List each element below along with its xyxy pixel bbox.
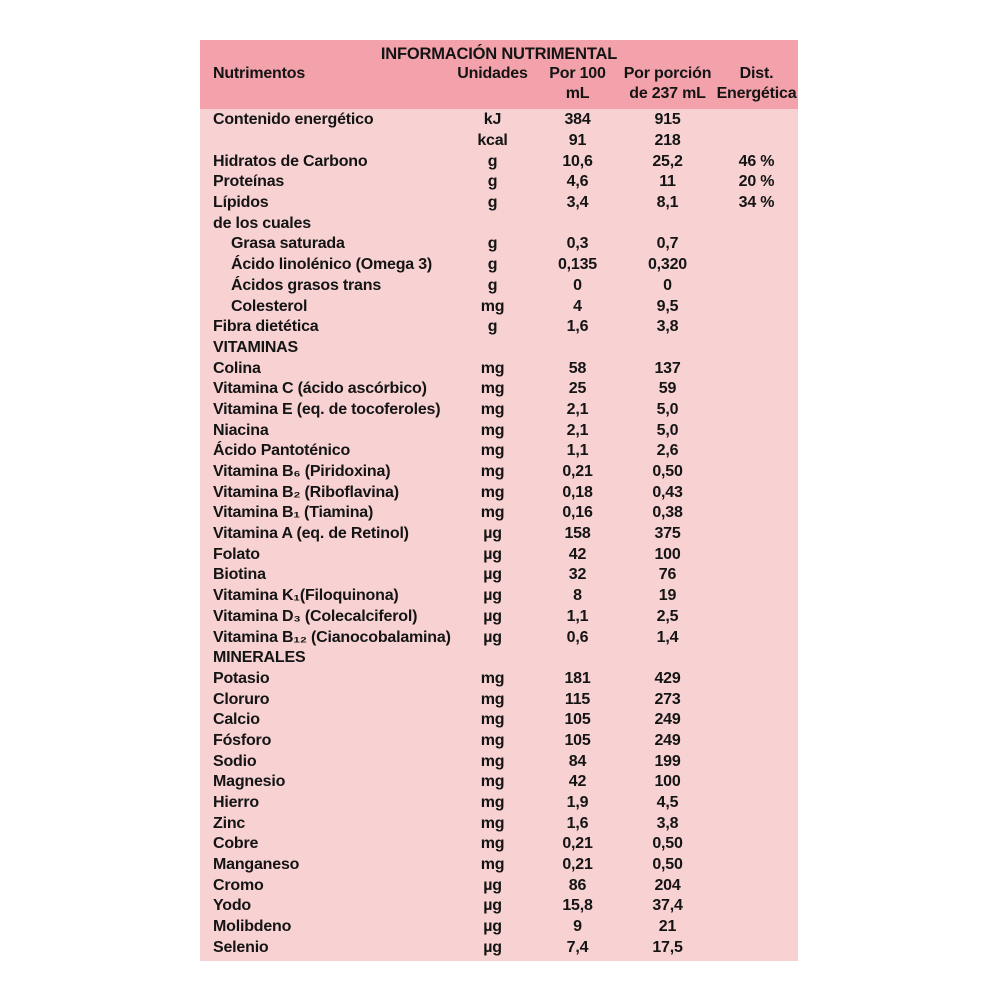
nutrient-name: Magnesio [213,773,286,791]
value-per-100ml: 91 [568,132,587,150]
nutrient-unit: mg [480,773,505,791]
nutrient-unit: mg [480,483,505,501]
nutrient-unit: mg [480,814,505,832]
nutrient-unit: g [487,318,498,336]
value-per-portion: 76 [658,566,677,584]
value-per-100ml: 8 [573,587,582,605]
column-header-por-porcion-line2: de 237 mL [629,85,706,102]
column-headers [200,64,798,104]
value-per-100ml: 9 [573,918,582,936]
nutrient-name: Cloruro [213,690,270,708]
energy-distribution: 34 % [738,194,775,212]
value-per-portion: 11 [659,173,676,191]
value-per-portion: 4,5 [656,794,679,812]
table-row [200,503,798,524]
value-per-100ml: 0 [573,276,582,294]
table-row [200,151,798,172]
value-per-portion: 249 [654,711,681,729]
nutrient-name: Ácido Pantoténico [213,442,351,460]
nutrient-name: de los cuales [213,214,311,232]
nutrient-name: MINERALES [213,649,306,667]
nutrient-name: Vitamina K₁(Filoquinona) [213,587,399,605]
table-title: INFORMACIÓN NUTRIMENTAL [380,45,618,63]
table-row [200,296,798,317]
value-per-portion: 249 [654,731,681,749]
nutrient-unit: mg [480,835,505,853]
nutrient-unit: g [487,152,498,170]
nutrient-name: Fibra dietética [213,318,319,336]
nutrient-name: Vitamina B₁₂ (Cianocobalamina) [213,628,451,646]
column-header-nutrimentos: Nutrimentos [213,65,306,82]
value-per-100ml: 3,4 [566,194,589,212]
table-row [200,379,798,400]
nutrient-unit: µg [483,525,502,543]
table-row [200,213,798,234]
nutrient-name: Folato [213,545,260,563]
value-per-100ml: 0,21 [562,835,593,853]
value-per-100ml: 0,3 [566,235,589,253]
value-per-portion: 37,4 [652,897,683,915]
nutrient-unit: mg [480,504,505,522]
table-row [200,524,798,545]
nutrient-unit: µg [483,545,502,563]
table-header [200,40,798,109]
nutrient-name: Ácidos grasos trans [231,276,382,294]
column-header-por-porcion [620,64,715,104]
value-per-portion: 0,7 [656,235,679,253]
nutrient-name: Ácido linolénico (Omega 3) [231,256,433,274]
nutrient-unit: g [487,276,498,294]
value-per-portion: 0,50 [652,856,683,874]
column-header-por-100-ml [535,64,620,104]
value-per-100ml: 105 [564,731,591,749]
nutrient-unit: mg [480,669,505,687]
value-per-portion: 1,4 [656,628,679,646]
value-per-100ml: 0,6 [566,628,589,646]
value-per-portion: 218 [654,132,681,150]
table-row [200,110,798,131]
nutrient-name: Colesterol [231,297,308,315]
value-per-portion: 0,43 [652,483,683,501]
nutrient-name: Lípidos [213,194,269,212]
value-per-portion: 137 [654,359,681,377]
value-per-portion: 3,8 [656,814,679,832]
column-header-por-100-ml-line1: Por 100 [549,65,606,82]
value-per-100ml: 2,1 [566,400,589,418]
nutrient-unit: mg [480,463,505,481]
table-row [200,855,798,876]
value-per-100ml: 0,21 [562,856,593,874]
value-per-portion: 0,50 [652,463,683,481]
table-row [200,193,798,214]
column-header-dist-energetica [715,64,798,104]
value-per-portion: 199 [654,752,681,770]
nutrient-name: Potasio [213,669,270,687]
nutrient-unit: mg [480,731,505,749]
table-row [200,710,798,731]
nutrient-unit: mg [480,380,505,398]
nutrient-unit: kcal [477,132,508,150]
nutrient-unit: mg [480,421,505,439]
table-row [200,586,798,607]
nutrient-unit: mg [480,359,505,377]
nutrient-name: Vitamina B₆ (Piridoxina) [213,463,391,481]
nutrient-unit: µg [483,566,502,584]
nutrient-unit: µg [483,938,502,956]
value-per-portion: 5,0 [656,400,679,418]
value-per-100ml: 58 [568,359,587,377]
table-row [200,875,798,896]
nutrient-name: Fósforo [213,731,272,749]
column-header-por-100-ml-line2: mL [565,85,590,102]
nutrient-unit: mg [480,752,505,770]
table-row [200,669,798,690]
nutrient-name: Vitamina C (ácido ascórbico) [213,380,427,398]
value-per-100ml: 32 [568,566,587,584]
nutrient-name: Zinc [213,814,246,832]
value-per-portion: 25,2 [652,152,683,170]
table-row [200,938,798,959]
nutrient-name: VITAMINAS [213,338,299,356]
nutrient-name: Sodio [213,752,257,770]
value-per-portion: 375 [654,525,681,543]
nutrient-name: Hierro [213,794,259,812]
table-row [200,131,798,152]
nutrient-name: Molibdeno [213,918,292,936]
table-row [200,441,798,462]
value-per-portion: 59 [658,380,677,398]
table-row [200,793,798,814]
value-per-100ml: 15,8 [562,897,593,915]
table-row [200,772,798,793]
column-header-unidades: Unidades [457,65,528,82]
value-per-100ml: 4 [573,297,582,315]
nutrient-name: Biotina [213,566,266,584]
nutrient-unit: mg [480,711,505,729]
value-per-portion: 915 [654,111,681,129]
nutrient-unit: mg [480,442,505,460]
nutrient-name: Selenio [213,938,269,956]
nutrient-unit: µg [483,897,502,915]
value-per-portion: 21 [658,918,677,936]
nutrient-unit: kJ [483,111,502,129]
table-row [200,648,798,669]
value-per-portion: 3,8 [656,318,679,336]
value-per-portion: 5,0 [656,421,679,439]
value-per-portion: 0,50 [652,835,683,853]
value-per-100ml: 105 [564,711,591,729]
value-per-100ml: 84 [568,752,587,770]
column-header-dist-energetica-line2: Energética [716,85,797,102]
nutrient-name: Colina [213,359,261,377]
value-per-portion: 2,6 [656,442,679,460]
table-body [200,109,798,958]
nutrient-name: Grasa saturada [231,235,345,253]
nutrition-facts-table [200,40,798,961]
value-per-100ml: 1,6 [566,814,589,832]
nutrient-name: Hidratos de Carbono [213,152,368,170]
table-row [200,358,798,379]
nutrient-unit: mg [480,794,505,812]
value-per-100ml: 0,135 [557,256,598,274]
value-per-100ml: 2,1 [566,421,589,439]
table-row [200,317,798,338]
nutrient-name: Calcio [213,711,260,729]
nutrient-unit: g [487,256,498,274]
energy-distribution: 46 % [738,152,775,170]
nutrient-name: Vitamina E (eq. de tocoferoles) [213,400,441,418]
table-row [200,689,798,710]
table-row [200,234,798,255]
nutrient-name: Cromo [213,876,264,894]
table-row [200,462,798,483]
value-per-portion: 19 [658,587,677,605]
nutrient-unit: mg [480,400,505,418]
table-row [200,400,798,421]
table-row [200,896,798,917]
table-row [200,338,798,359]
value-per-100ml: 4,6 [566,173,589,191]
value-per-portion: 273 [654,690,681,708]
value-per-portion: 429 [654,669,681,687]
value-per-100ml: 10,6 [562,152,593,170]
nutrient-name: Contenido energético [213,111,374,129]
nutrient-name: Proteínas [213,173,285,191]
value-per-100ml: 0,16 [562,504,593,522]
nutrient-unit: µg [483,587,502,605]
value-per-portion: 204 [654,876,681,894]
nutrient-name: Vitamina D₃ (Colecalciferol) [213,607,418,625]
value-per-100ml: 181 [564,669,591,687]
value-per-100ml: 1,1 [566,442,589,460]
nutrient-unit: µg [483,876,502,894]
nutrient-name: Vitamina A (eq. de Retinol) [213,525,409,543]
value-per-100ml: 1,9 [566,794,589,812]
table-row [200,172,798,193]
table-row [200,482,798,503]
value-per-100ml: 1,1 [566,607,589,625]
value-per-100ml: 25 [568,380,587,398]
value-per-portion: 8,1 [656,194,679,212]
value-per-100ml: 86 [568,876,587,894]
nutrient-unit: g [487,173,498,191]
value-per-100ml: 42 [568,773,587,791]
table-row [200,276,798,297]
nutrient-name: Vitamina B₂ (Riboflavina) [213,483,399,501]
nutrient-name: Vitamina B₁ (Tiamina) [213,504,374,522]
table-row [200,731,798,752]
value-per-100ml: 1,6 [566,318,589,336]
nutrient-name: Yodo [213,897,252,915]
value-per-portion: 0 [663,276,672,294]
value-per-portion: 17,5 [652,938,683,956]
table-row [200,834,798,855]
nutrient-unit: mg [480,297,505,315]
value-per-portion: 2,5 [656,607,679,625]
table-row [200,565,798,586]
nutrient-unit: µg [483,628,502,646]
nutrient-name: Manganeso [213,856,300,874]
value-per-portion: 9,5 [656,297,679,315]
nutrient-name: Cobre [213,835,259,853]
table-row [200,255,798,276]
value-per-portion: 100 [654,545,681,563]
value-per-portion: 100 [654,773,681,791]
column-header-por-porcion-line1: Por porción [623,65,712,82]
nutrient-unit: mg [480,856,505,874]
value-per-100ml: 115 [564,690,591,708]
energy-distribution: 20 % [738,173,775,191]
value-per-100ml: 0,18 [562,483,593,501]
value-per-portion: 0,38 [652,504,683,522]
nutrient-name: Niacina [213,421,269,439]
nutrient-unit: µg [483,918,502,936]
table-row [200,751,798,772]
value-per-100ml: 158 [564,525,591,543]
value-per-100ml: 0,21 [562,463,593,481]
nutrient-unit: g [487,235,498,253]
value-per-100ml: 384 [564,111,591,129]
value-per-100ml: 7,4 [566,938,589,956]
nutrient-unit: mg [480,690,505,708]
value-per-100ml: 42 [568,545,587,563]
value-per-portion: 0,320 [647,256,688,274]
table-row [200,420,798,441]
table-row [200,544,798,565]
table-row [200,917,798,938]
table-row [200,813,798,834]
nutrient-unit: µg [483,607,502,625]
column-header-dist-energetica-line1: Dist. [739,65,774,82]
table-row [200,607,798,628]
table-row [200,627,798,648]
nutrient-unit: g [487,194,498,212]
